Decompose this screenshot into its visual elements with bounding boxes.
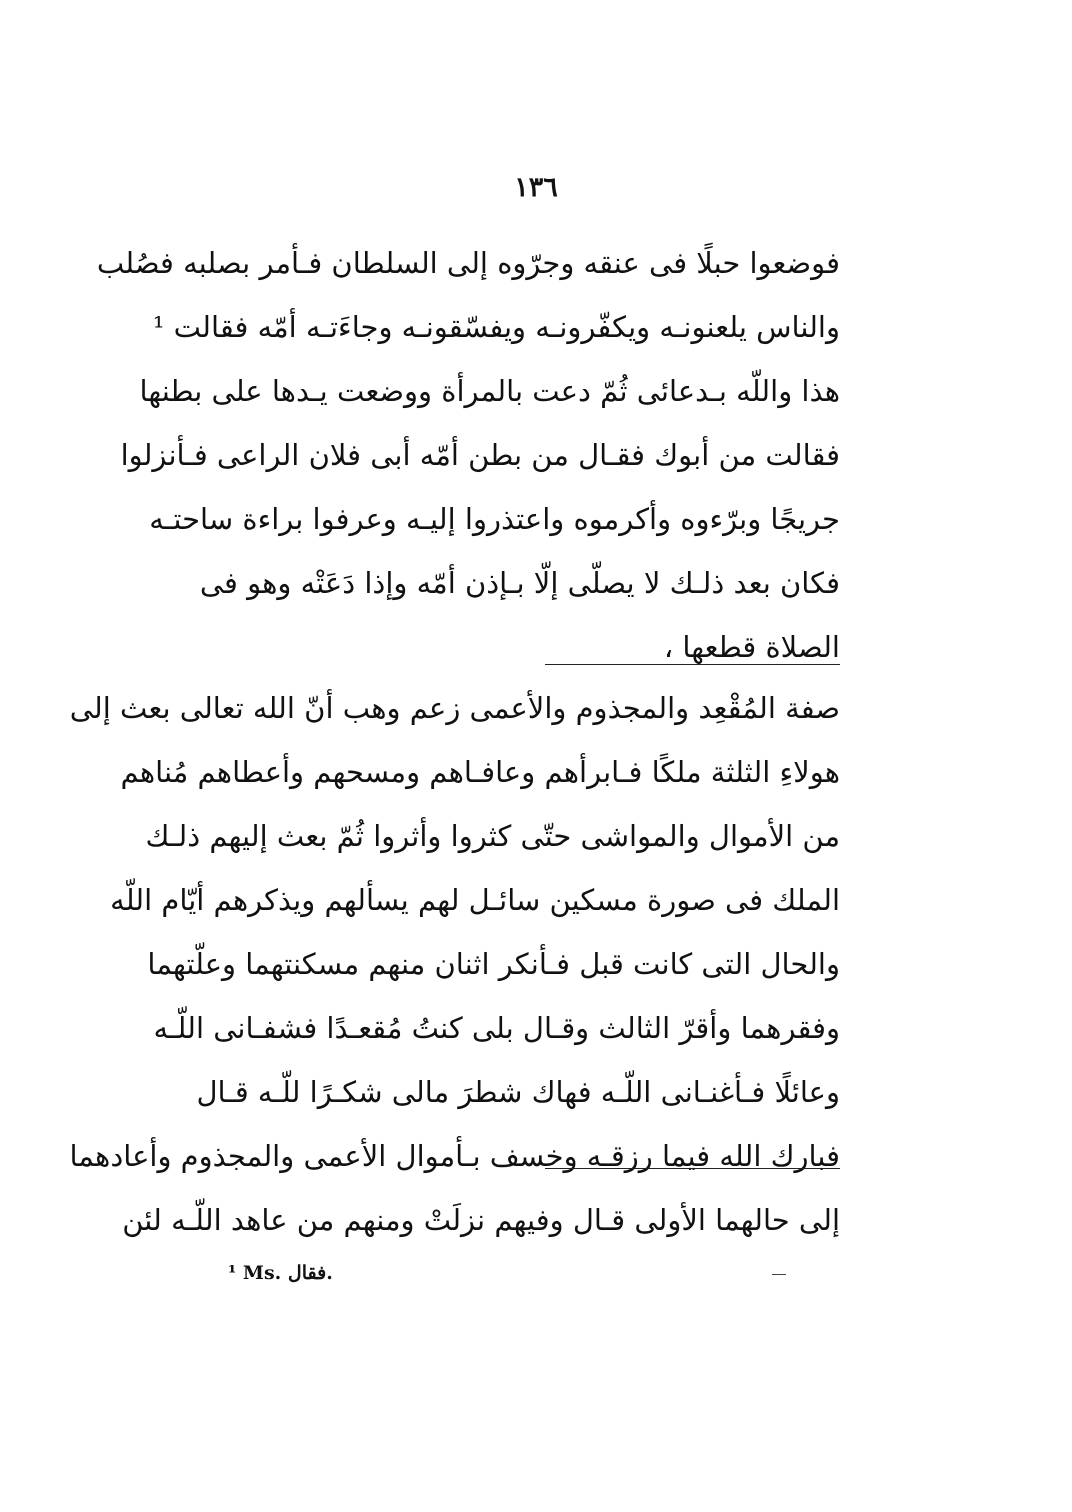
text-line: والناس يلعنونـه ويكفّرونـه ويفسّقونـه وجاءَتـه أمّه فقالت ¹ bbox=[152, 310, 840, 344]
text-line: من الأموال والمواشى حتّى كثروا وأثروا ثُمّ بعث إليهم ذلـك bbox=[145, 819, 840, 853]
text-line: فقالت من أبوك فقـال من بطن أمّه أبى فلان الراعى فـأنزلوا bbox=[120, 438, 840, 472]
text-line: هذا واللّه بـدعائى ثُمّ دعت بالمرأة ووضعت يـدها على بطنها bbox=[139, 374, 840, 408]
section-divider bbox=[545, 1168, 840, 1169]
footnote: ¹ Ms. فقال. bbox=[228, 1262, 333, 1284]
text-line: إلى حالهما الأولى قـال وفيهم نزلَتْ ومنهم من عاهد اللّـه لئن bbox=[122, 1203, 840, 1237]
text-line: وفقرهما وأقرّ الثالث وقـال بلى كنتُ مُقعـدًا فشفـانى اللّـه bbox=[153, 1011, 840, 1045]
text-line: فوضعوا حبلًا فى عنقه وجرّوه إلى السلطان فـأمر بصلبه فصُلب bbox=[96, 246, 840, 280]
text-line: فبارك الله فيما رزقـه وخسف بـأموال الأعمى والمجذوم وأعادهما bbox=[69, 1139, 840, 1173]
paragraph-1 bbox=[96, 231, 840, 679]
text-line: فكان بعد ذلـك لا يصلّى إلّا بـإذن أمّه وإذا دَعَتْه وهو فى bbox=[199, 566, 840, 600]
margin-mark bbox=[772, 1274, 786, 1275]
text-line: والحال التى كانت قبل فـأنكر اثنان منهم مسكنتهما وعلّتهما bbox=[147, 947, 840, 981]
text-line: صفة المُقْعِد والمجذوم والأعمى زعم وهب أنّ الله تعالى بعث إلى bbox=[69, 691, 840, 725]
page-number: ١٣٦ bbox=[514, 172, 558, 203]
text-line: الملك فى صورة مسكين سائـل لهم يسألهم ويذكرهم أيّام اللّه bbox=[110, 883, 840, 917]
section-divider bbox=[545, 664, 840, 665]
text-line: جريجًا وبرّءوه وأكرموه واعتذروا إليـه وعرفوا براءة ساحتـه bbox=[149, 502, 840, 536]
text-line: وعائلًا فـأغنـانى اللّـه فهاك شطرَ مالى شكـرًا للّـه قـال bbox=[196, 1075, 840, 1109]
text-line: هولاءِ الثلثة ملكًا فـابرأهم وعافـاهم ومسحهم وأعطاهم مُناهم bbox=[120, 755, 840, 789]
text-line: الصلاة قطعها ، bbox=[663, 630, 840, 664]
paragraph-2 bbox=[69, 676, 840, 1252]
